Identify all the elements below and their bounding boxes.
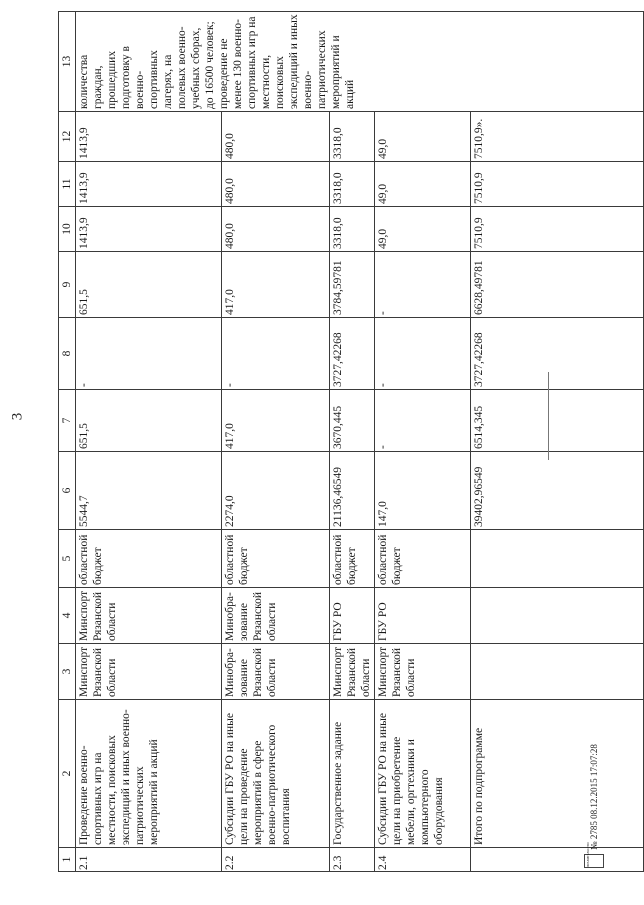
recipient: ГБУ РО xyxy=(330,588,375,644)
amount-total: 5544,7 xyxy=(76,452,222,530)
recipient: ГБУ РО xyxy=(375,588,471,644)
amount-year-5: 49,0 xyxy=(375,162,471,207)
registration-stamp xyxy=(584,744,604,868)
total-year-5: 7510,9 xyxy=(471,162,644,207)
total-blank xyxy=(471,644,644,700)
header-cell: 8 xyxy=(59,318,76,390)
table-row xyxy=(375,12,471,872)
recipient: Минспорт Рязанской области xyxy=(76,588,222,644)
total-row xyxy=(471,12,644,872)
amount-total: 2274,0 xyxy=(222,452,330,530)
responsible-executor: Минобра-зование Рязанской области xyxy=(222,644,330,700)
header-cell: 9 xyxy=(59,252,76,318)
amount-year-2: - xyxy=(222,318,330,390)
header-cell: 10 xyxy=(59,207,76,252)
row-number: 2.4 xyxy=(375,848,471,872)
funding-source: областной бюджет xyxy=(330,530,375,588)
amount-year-6: 3318,0 xyxy=(330,112,375,162)
amount-year-2: - xyxy=(375,318,471,390)
logo-text: ПРАВИТЕЛЬСТВО xyxy=(586,841,590,867)
amount-year-3: 651,5 xyxy=(76,252,222,318)
divider-line xyxy=(548,372,549,460)
stamp-text: № 2785 08.12.2015 17:07:28 xyxy=(589,744,599,850)
amount-total: 147,0 xyxy=(375,452,471,530)
row-number: 2.2 xyxy=(222,848,330,872)
header-cell: 1 xyxy=(59,848,76,872)
amount-year-5: 1413,9 xyxy=(76,162,222,207)
amount-year-1: - xyxy=(375,390,471,452)
amount-year-3: 3784,59781 xyxy=(330,252,375,318)
total-year-1: 6514,345 xyxy=(471,390,644,452)
responsible-executor: Минспорт Рязанской области xyxy=(375,644,471,700)
amount-year-2: - xyxy=(76,318,222,390)
header-cell: 7 xyxy=(59,390,76,452)
measure-name: Государственное задание xyxy=(330,700,375,848)
amount-year-6: 480,0 xyxy=(222,112,330,162)
government-logo-icon xyxy=(584,841,604,868)
total-blank xyxy=(471,530,644,588)
total-year-6: 7510,9». xyxy=(471,112,644,162)
amount-year-3: - xyxy=(375,252,471,318)
measure-name: Субсидии ГБУ РО на иные цели на проведение мероприятий в сфере военно-патриотического воспитания xyxy=(222,700,330,848)
header-cell: 3 xyxy=(59,644,76,700)
amount-year-6: 1413,9 xyxy=(76,112,222,162)
total-label: Итого по подпрограмме xyxy=(471,700,644,848)
amount-year-4: 49,0 xyxy=(375,207,471,252)
amount-year-5: 480,0 xyxy=(222,162,330,207)
total-amount: 39402,96549 xyxy=(471,452,644,530)
header-cell: 13 xyxy=(59,12,76,112)
page-number: 3 xyxy=(9,412,26,421)
table-row xyxy=(76,12,222,872)
total-year-3: 6628,49781 xyxy=(471,252,644,318)
row-number: 2.1 xyxy=(76,848,222,872)
expected-result: количества граждан, прошедших подготовку в военно-спортивных лагерях, на полевых военно-учебных сборах, до 16500 человек; проведение не менее 130 военно-спортивных игр на местности, поисковых экспедиций и иных военно-патриотических мероприятий и акций xyxy=(76,12,644,112)
total-blank xyxy=(471,588,644,644)
measure-name: Проведение военно-спортивных игр на местности, поисковых экспедиций и иных военно-патриотических мероприятий и акций xyxy=(76,700,222,848)
header-cell: 2 xyxy=(59,700,76,848)
responsible-executor: Минспорт Рязанской области xyxy=(76,644,222,700)
table-row xyxy=(222,12,330,872)
funding-source: областной бюджет xyxy=(222,530,330,588)
total-year-2: 3727,42268 xyxy=(471,318,644,390)
recipient: Минобра-зование Рязанской области xyxy=(222,588,330,644)
table-row xyxy=(330,12,375,872)
header-cell: 4 xyxy=(59,588,76,644)
amount-year-3: 417,0 xyxy=(222,252,330,318)
funding-source: областной бюджет xyxy=(375,530,471,588)
amount-year-5: 3318,0 xyxy=(330,162,375,207)
total-year-4: 7510,9 xyxy=(471,207,644,252)
header-cell: 11 xyxy=(59,162,76,207)
amount-year-4: 1413,9 xyxy=(76,207,222,252)
amount-year-4: 480,0 xyxy=(222,207,330,252)
program-table xyxy=(58,11,644,872)
responsible-executor: Минспорт Рязанской области xyxy=(330,644,375,700)
amount-year-2: 3727,42268 xyxy=(330,318,375,390)
amount-year-1: 651,5 xyxy=(76,390,222,452)
amount-year-6: 49,0 xyxy=(375,112,471,162)
amount-year-1: 417,0 xyxy=(222,390,330,452)
amount-year-1: 3670,445 xyxy=(330,390,375,452)
header-row xyxy=(59,12,76,872)
measure-name: Субсидии ГБУ РО на иные цели на приобретение мебели, оргтехники и компьютерного оборудования xyxy=(375,700,471,848)
funding-source: областной бюджет xyxy=(76,530,222,588)
amount-year-4: 3318,0 xyxy=(330,207,375,252)
header-cell: 5 xyxy=(59,530,76,588)
header-cell: 12 xyxy=(59,112,76,162)
header-cell: 6 xyxy=(59,452,76,530)
program-table-container xyxy=(58,12,644,872)
row-number: 2.3 xyxy=(330,848,375,872)
amount-total: 21136,46549 xyxy=(330,452,375,530)
total-blank xyxy=(471,841,644,872)
